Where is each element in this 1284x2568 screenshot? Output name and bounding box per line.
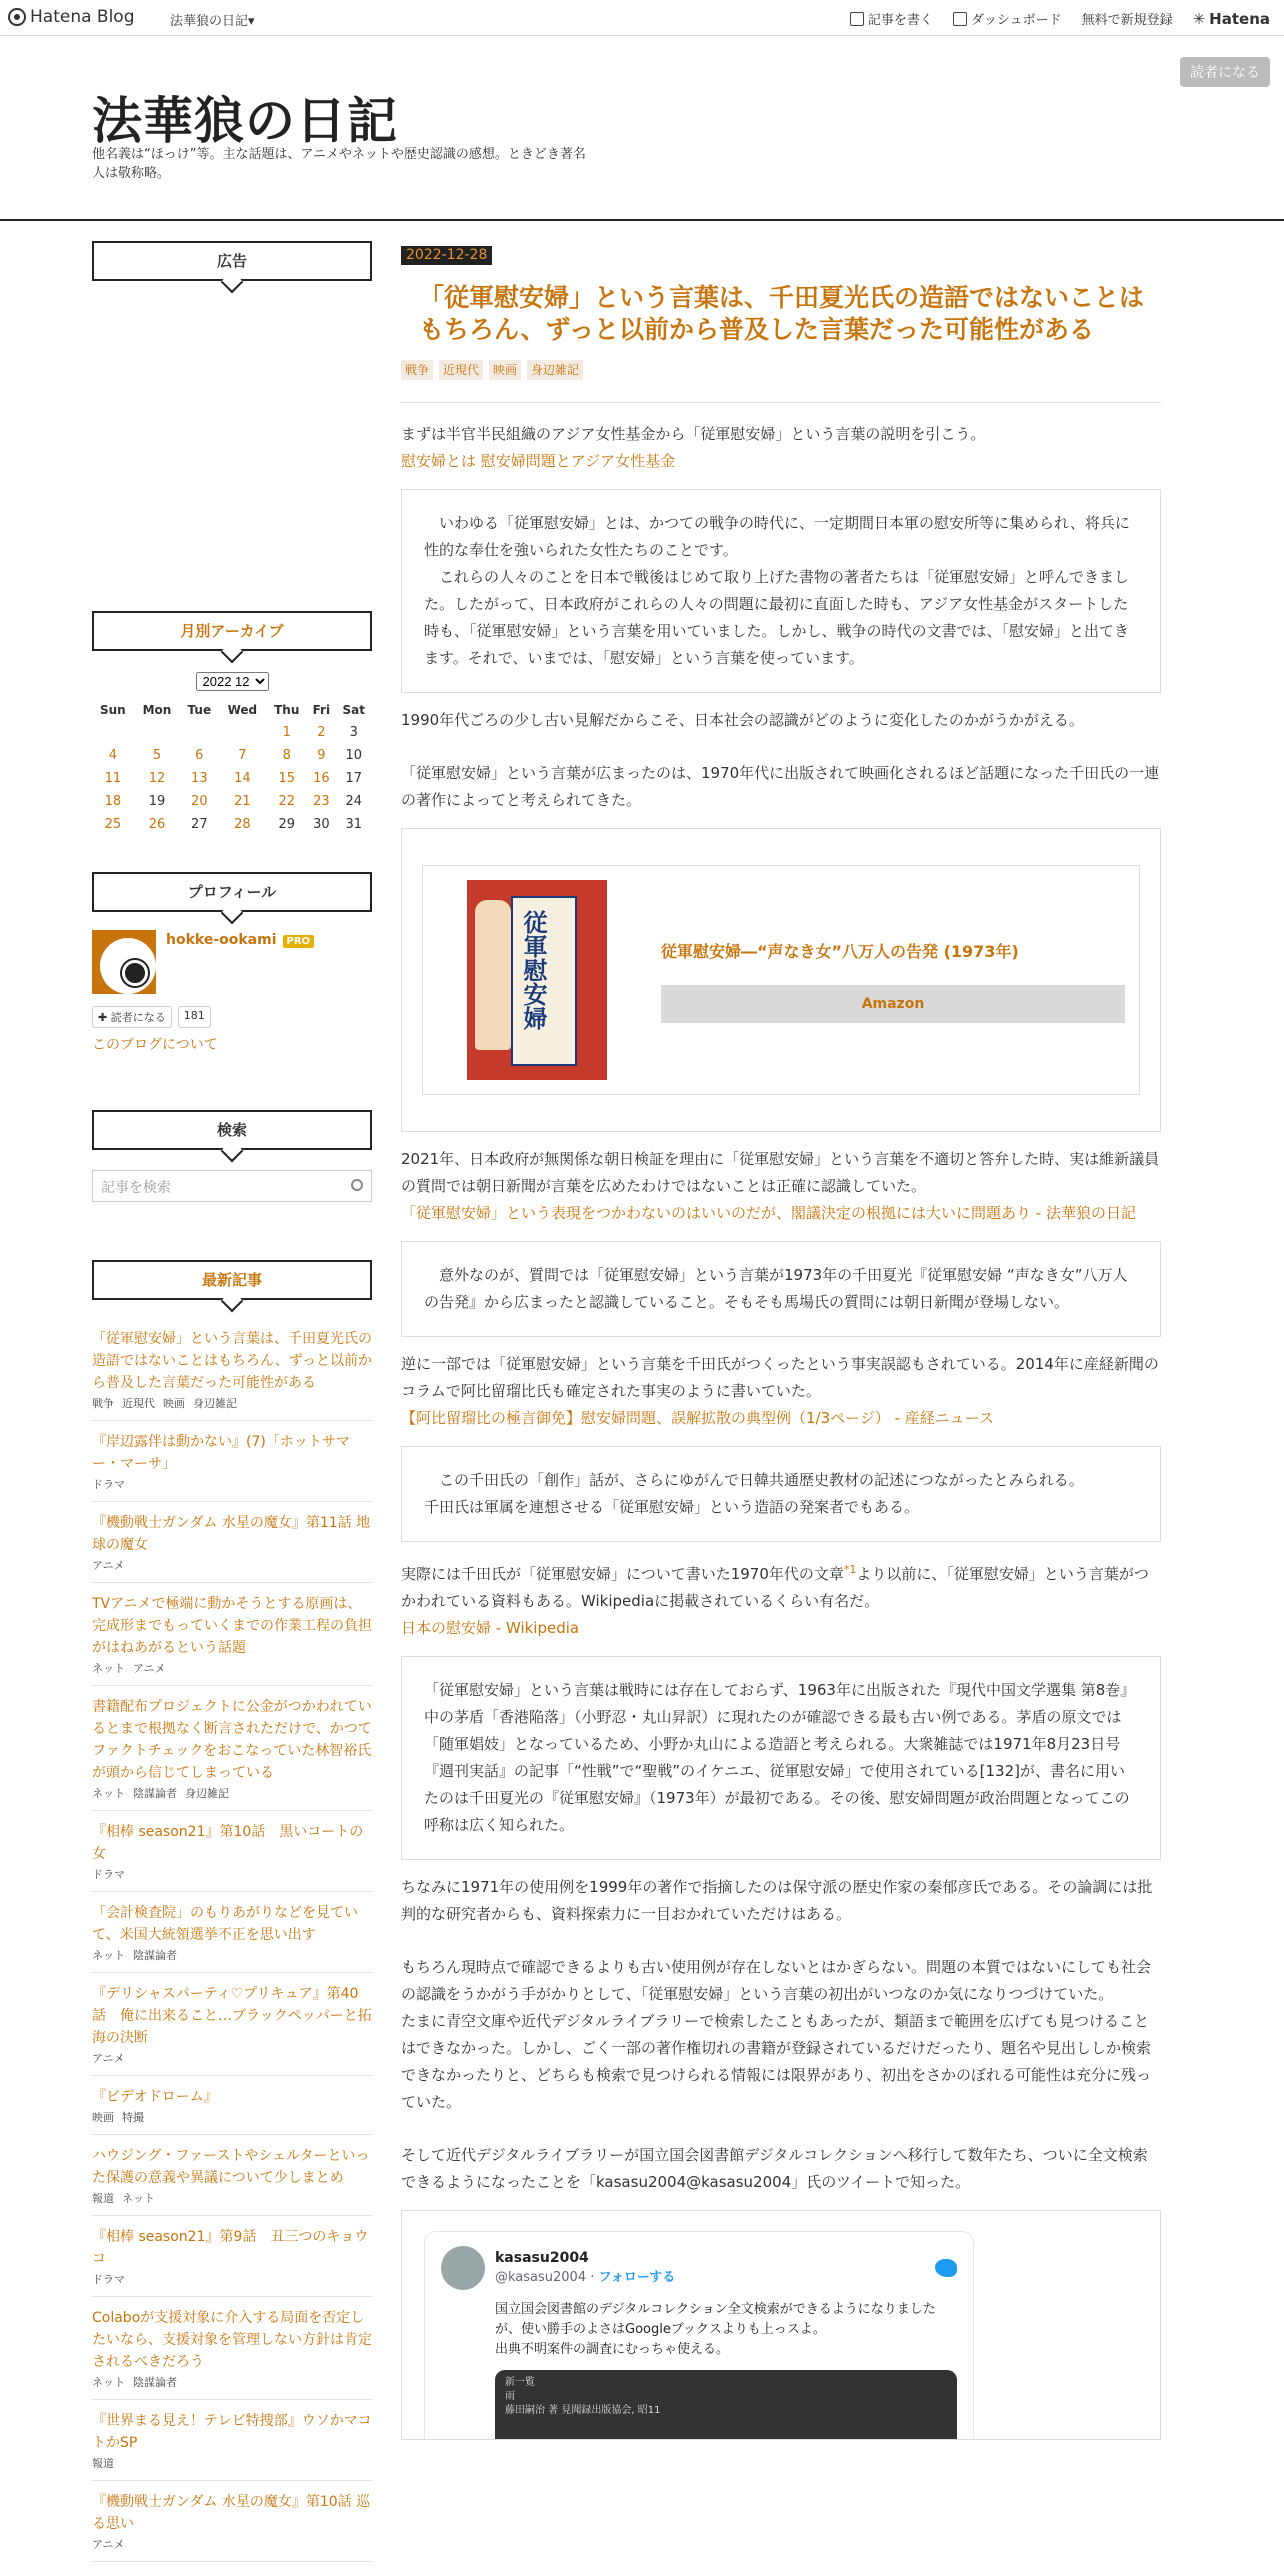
hatena-menu[interactable]: ✳ Hatena bbox=[1192, 9, 1270, 28]
paragraph: 実際には千田氏が「従軍慰安婦」について書いた1970年代の文章$^{*1}$より以前に、「従軍慰安婦」という言葉がつかわれている資料もある。Wikipediaに掲載されているくらい有名だ。 bbox=[401, 1563, 1149, 1610]
calendar-day[interactable]: 2 bbox=[317, 725, 326, 740]
footnote-link[interactable]: *1 bbox=[843, 1563, 857, 1576]
recent-entry-category[interactable]: アニメ bbox=[92, 2538, 125, 2551]
recent-entry bbox=[92, 2135, 372, 2216]
calendar-day: 30 bbox=[313, 817, 330, 832]
recent-entry-title[interactable]: 『デリシャスパーティ♡プリキュア』第40話 俺に出来ること…ブラックペッパーと拓海の決断 bbox=[92, 1986, 372, 2046]
calendar-day[interactable]: 7 bbox=[238, 748, 247, 763]
calendar-day[interactable]: 28 bbox=[234, 817, 251, 832]
recent-entry-category[interactable]: ネット bbox=[92, 2376, 125, 2389]
calendar-day[interactable]: 9 bbox=[317, 748, 326, 763]
recent-entry-category[interactable]: 陰謀論者 bbox=[133, 1787, 177, 1800]
weekday-header: Mon bbox=[142, 703, 172, 717]
write-entry-link[interactable]: 記事を書く bbox=[850, 9, 933, 28]
recent-entry bbox=[92, 1973, 372, 2076]
recent-entry-category[interactable]: ドラマ bbox=[92, 1868, 125, 1881]
archive-module-title: 月別アーカイブ bbox=[92, 611, 372, 651]
entry-title[interactable]: 「従軍慰安婦」という言葉は、千田夏光氏の造語ではないことはもちろん、ずっと以前から普及した言葉だった可能性がある bbox=[419, 283, 1145, 344]
subscribe-small-button[interactable]: ✚ 読者になる bbox=[92, 1006, 172, 1028]
recent-entry-category[interactable]: ネット bbox=[92, 1949, 125, 1962]
ad-slot bbox=[92, 281, 372, 611]
recent-entry bbox=[92, 1892, 372, 1973]
dashboard-link[interactable]: ダッシュボード bbox=[953, 9, 1062, 28]
recent-entry-title[interactable]: 『世界まる見え！テレビ特捜部』ウソかマコトかSP bbox=[92, 2413, 372, 2451]
recent-entry bbox=[92, 1421, 372, 1502]
weekday-header: Wed bbox=[227, 703, 258, 717]
recent-entries-list bbox=[92, 1318, 372, 2562]
profile-module-title: プロフィール bbox=[92, 872, 372, 912]
calendar-day bbox=[92, 721, 134, 744]
calendar-day: 10 bbox=[345, 748, 363, 763]
calendar-day[interactable]: 13 bbox=[191, 771, 208, 786]
recent-entry-category[interactable]: アニメ bbox=[92, 1559, 125, 1572]
paragraph: 1990年代ごろの少し古い見解だからこそ、日本社会の認識がどのように変化したのかがうかがえる。 bbox=[401, 711, 1084, 729]
dashboard-icon bbox=[953, 12, 967, 26]
recent-entry-category[interactable]: ドラマ bbox=[92, 2273, 125, 2286]
blog-header bbox=[0, 37, 1284, 221]
calendar-day: 27 bbox=[191, 817, 208, 832]
recent-entry-category[interactable]: 身辺雑記 bbox=[185, 1787, 229, 1800]
entry-categories bbox=[401, 360, 1161, 380]
sidebar bbox=[92, 241, 372, 2562]
tweet-embed: kasasu2004 @kasasu2004 · フォローする 国立国会図書館のデジタルコレクション全文検索ができるようになりましたが、使い勝手のよさはGoogleブックスよりも上っスよ。 出典不明案件の調査にむっちゃ使える。 新一覧 雨 藤田嗣治 著 見聞録出版協会, 昭11 bbox=[401, 2210, 1161, 2440]
recent-entry-title[interactable]: 『相棒 season21』第10話 黒いコートの女 bbox=[92, 1824, 364, 1862]
twitter-bird-icon[interactable] bbox=[935, 2259, 957, 2277]
calendar-day: 31 bbox=[345, 817, 363, 832]
about-link[interactable]: このブログについて bbox=[92, 1037, 218, 1053]
recent-entry-category[interactable]: アニメ bbox=[133, 1662, 166, 1675]
blog-switcher[interactable]: 法華狼の日記▾ bbox=[170, 14, 255, 29]
weekday-header: Fri bbox=[312, 703, 331, 717]
search-input[interactable]: 記事を検索 bbox=[92, 1170, 372, 1202]
calendar-day[interactable]: 8 bbox=[282, 748, 291, 763]
link-wikipedia[interactable]: 日本の慰安婦 - Wikipedia bbox=[401, 1619, 580, 1637]
profile bbox=[92, 930, 372, 994]
calendar-day[interactable]: 11 bbox=[104, 771, 122, 786]
recent-entry-category[interactable]: 陰謀論者 bbox=[133, 2376, 177, 2389]
paragraph: もちろん現時点で確認できるよりも古い使用例が存在しないとはかぎらない。問題の本質ではないにしても社会の認識をうかがう手がかりとして、「従軍慰安婦」という言葉の初出がいつなのか気になりつづけていた。 bbox=[401, 1958, 1152, 2003]
calendar-day: 17 bbox=[345, 771, 363, 786]
paragraph: 2021年、日本政府が無関係な朝日検証を理由に「従軍慰安婦」という言葉を不適切と答弁した時、実は維新議員の質問では朝日新聞が言葉を広めたわけではないことは正確に認識していた。 bbox=[401, 1150, 1160, 1195]
recent-entry-category[interactable]: 近現代 bbox=[122, 1397, 155, 1410]
link-sankei[interactable]: 【阿比留瑠比の極言御免】慰安婦問題、誤解拡散の典型例（1/3ページ） - 産経ニュース bbox=[401, 1409, 995, 1427]
weekday-header: Sat bbox=[342, 703, 365, 717]
recent-entry-title[interactable]: 『機動戦士ガンダム 水星の魔女』第10話 巡る思い bbox=[92, 2494, 371, 2532]
tweet-image[interactable]: 新一覧 雨 藤田嗣治 著 見聞録出版協会, 昭11 bbox=[495, 2370, 957, 2440]
entry-date[interactable]: 2022-12-28 bbox=[401, 246, 492, 265]
calendar-day[interactable]: 5 bbox=[152, 748, 162, 763]
avatar[interactable] bbox=[92, 930, 156, 994]
hatena-logo-icon bbox=[8, 8, 26, 26]
calendar-day bbox=[218, 721, 266, 744]
blockquote: 意外なのが、質問では「従軍慰安婦」という言葉が1973年の千田夏光『従軍慰安婦 “声なき女”八万人の告発』から広まったと認識していること。そもそも馬場氏の質問には朝日新聞が登場しない。 bbox=[401, 1241, 1161, 1337]
blockquote: この千田氏の「創作」話が、さらにゆがんで日韓共通歴史教材の記述につながったとみられる。 千田氏は軍属を連想させる「従軍慰安婦」という造語の発案者でもある。 bbox=[401, 1446, 1161, 1542]
blog-title[interactable]: 法華狼の日記 bbox=[92, 92, 398, 150]
recent-entry-category[interactable]: 陰謀論者 bbox=[133, 1949, 177, 1962]
recent-entry bbox=[92, 1811, 372, 1892]
calendar-day[interactable]: 25 bbox=[104, 817, 122, 832]
recent-entry bbox=[92, 1318, 372, 1421]
tweet-follow-link[interactable]: フォローする bbox=[598, 2270, 676, 2285]
recent-entry-category[interactable]: 特撮 bbox=[122, 2111, 144, 2124]
link-awf[interactable]: 慰安婦とは 慰安婦問題とアジア女性基金 bbox=[401, 452, 676, 470]
book-cover-image[interactable]: 従軍慰安婦 bbox=[467, 880, 607, 1080]
hatena-blog-logo[interactable]: Hatena Blog bbox=[8, 7, 135, 27]
calendar-day[interactable]: 4 bbox=[108, 748, 117, 763]
recent-entry-title[interactable]: 『ビデオドローム』 bbox=[92, 2089, 218, 2105]
recent-entry-category[interactable]: 戦争 bbox=[92, 1397, 114, 1410]
recent-entry-title[interactable]: 「会計検査院」のもりあがりなどを見ていて、米国大統領選挙不正を思い出す bbox=[92, 1905, 358, 1943]
calendar-day[interactable]: 6 bbox=[195, 748, 204, 763]
calendar-day[interactable]: 23 bbox=[313, 794, 330, 809]
recent-entry-title[interactable]: 書籍配布プロジェクトに公金がつかわれているとまで根拠なく断言されただけで、かつてファクトチェックをおこなっていた林智裕氏が頭から信じてしまっている bbox=[92, 1699, 372, 1781]
archive-calendar bbox=[92, 671, 372, 836]
signup-link[interactable]: 無料で新規登録 bbox=[1081, 13, 1173, 28]
recent-entry-category[interactable]: 報道 bbox=[92, 2457, 114, 2470]
tweet-display-name[interactable]: kasasu2004 bbox=[495, 2250, 589, 2266]
global-header bbox=[0, 0, 1284, 36]
recent-entry-title[interactable]: TVアニメで極端に動かそうとする原画は、完成形までもっていくまでの作業工程の負担がはねあがるという話題 bbox=[92, 1596, 372, 1656]
calendar-day: 29 bbox=[278, 817, 296, 832]
calendar-day[interactable]: 20 bbox=[191, 794, 208, 809]
calendar-day[interactable]: 16 bbox=[313, 771, 330, 786]
divider bbox=[401, 402, 1161, 403]
calendar-day bbox=[180, 721, 218, 744]
recent-entry-category[interactable]: ネット bbox=[92, 1662, 125, 1675]
entry bbox=[401, 241, 1161, 2440]
recent-entry bbox=[92, 1686, 372, 1811]
calendar-day[interactable]: 15 bbox=[278, 771, 296, 786]
search-icon[interactable] bbox=[351, 1179, 363, 1191]
weekday-header: Sun bbox=[99, 703, 126, 717]
calendar-day bbox=[134, 721, 181, 744]
category-tag[interactable]: 戦争 bbox=[401, 360, 433, 380]
recent-entry-category[interactable]: 報道 bbox=[92, 2192, 114, 2205]
amazon-button[interactable]: Amazon bbox=[661, 985, 1125, 1023]
calendar-day[interactable]: 21 bbox=[234, 794, 251, 809]
paragraph: 「従軍慰安婦」という言葉が広まったのは、1970年代に出版されて映画化されるほど話題になった千田氏の一連の著作によってと考えられてきた。 bbox=[401, 764, 1160, 809]
archive-month-select[interactable] bbox=[196, 672, 269, 691]
category-tag[interactable]: 映画 bbox=[489, 360, 521, 380]
calendar-day[interactable]: 14 bbox=[234, 771, 251, 786]
subscriber-count[interactable]: 181 bbox=[178, 1006, 211, 1028]
calendar-day[interactable]: 26 bbox=[148, 817, 166, 832]
recent-entry-category[interactable]: ネット bbox=[92, 1787, 125, 1800]
recent-entry bbox=[92, 2076, 372, 2135]
recent-entry-title[interactable]: ハウジング・ファーストやシェルターといった保護の意義や異議について少しまとめ bbox=[92, 2148, 370, 2186]
subscribe-button[interactable]: 読者になる bbox=[1180, 57, 1270, 87]
search-module-title: 検索 bbox=[92, 1110, 372, 1150]
weekday-header: Tue bbox=[187, 703, 212, 717]
blockquote: 「従軍慰安婦」という言葉は戦時には存在しておらず、1963年に出版された『現代中国文学選集 第8巻』中の茅盾「香港陥落」（小野忍・丸山昇訳）に現れたのが確認できる最も古い例である。茅盾の原文では「随軍娼妓」となっているため、小野か丸山による造語と考えられる。大衆雑誌では1971年8月23日号『週刊実話』の記事「“性戦”で“聖戦”のイケニエ、従軍慰安婦」で使用されている[132]が、書名に用いたのは千田夏光の『従軍慰安婦』（1973年）が最初である。その後、慰安婦問題が政治問題となってこの呼称は広く知られた。 bbox=[401, 1656, 1161, 1860]
paragraph: ちなみに1971年の使用例を1999年の著作で指摘したのは保守派の歴史作家の秦郁彦氏である。その論調には批判的な研究者からも、資料探索力に一目おかれていただけはある。 bbox=[401, 1878, 1153, 1923]
tweet-handle[interactable]: @kasasu2004 bbox=[495, 2270, 587, 2285]
recent-entry bbox=[92, 2400, 372, 2481]
recent-entry bbox=[92, 1583, 372, 1686]
paragraph: そして近代デジタルライブラリーが国立国会図書館デジタルコレクションへ移行して数年たち、ついに全文検索できるようになったことを「kasasu2004@kasasu2004」氏のツイートで知った。 bbox=[401, 2146, 1148, 2191]
recent-entry-category[interactable]: 身辺雑記 bbox=[193, 1397, 237, 1410]
weekday-header: Thu bbox=[274, 703, 300, 717]
recent-entry-category[interactable]: ネット bbox=[122, 2192, 155, 2205]
calendar-day: 24 bbox=[345, 794, 363, 809]
calendar-day[interactable]: 22 bbox=[278, 794, 296, 809]
link-own-blog[interactable]: 「従軍慰安婦」という表現をつかわないのはいいのだが、閣議決定の根拠には大いに問題あり - 法華狼の日記 bbox=[401, 1204, 1136, 1222]
category-tag[interactable]: 近現代 bbox=[439, 360, 483, 380]
amazon-book-title[interactable]: 従軍慰安婦―“声なき女”八万人の告発 (1973年) bbox=[661, 941, 1019, 961]
calendar-day[interactable]: 1 bbox=[282, 725, 291, 740]
tweet-avatar[interactable] bbox=[441, 2246, 485, 2290]
tweet-text: 国立国会図書館のデジタルコレクション全文検索ができるようになりましたが、使い勝手のよさはGoogleブックスよりも上っスよ。 出典不明案件の調査にむっちゃ使える。 bbox=[495, 2302, 936, 2357]
amazon-embed bbox=[401, 828, 1161, 1132]
ad-module-title: 広告 bbox=[92, 241, 372, 281]
paragraph: たまに青空文庫や近代デジタルライブラリーで検索したこともあったが、類語まで範囲を広げても見つけることはできなかった。しかし、ごく一部の著作権切れの書籍が登録されているだけだったり、題名や見出ししか検索できなかったりと、どちらも検索で見つけられる情報には限界があり、初出をさかのぼれる可能性は充分に残っていた。 bbox=[401, 2012, 1152, 2111]
blockquote: いわゆる「従軍慰安婦」とは、かつての戦争の時代に、一定期間日本軍の慰安所等に集められ、将兵に性的な奉仕を強いられた女性たちのことです。 これらの人々のことを日本で戦後はじめて取り上げた書物の著者たちは「従軍慰安婦」と呼んできました。したがって、日本政府がこれらの人々の問題に最初に直面した時も、アジア女性基金がスタートした時も、「従軍慰安婦」という言葉を用いていました。しかし、戦争の時代の文書では、「慰安婦」と出てきます。それで、いまでは、「慰安婦」という言葉を使っています。 bbox=[401, 489, 1161, 693]
recent-entry bbox=[92, 2481, 372, 2562]
recent-entry-category[interactable]: 映画 bbox=[92, 2111, 114, 2124]
profile-name[interactable]: hokke-ookami bbox=[166, 932, 277, 948]
calendar-day: 3 bbox=[349, 725, 358, 740]
recent-entry-title[interactable]: 『機動戦士ガンダム 水星の魔女』第11話 地球の魔女 bbox=[92, 1515, 371, 1553]
pencil-icon bbox=[850, 12, 864, 26]
blog-description: 他名義は“ほっけ”等。主な話題は、アニメやネットや歴史認識の感想。ときどき著名人は敬称略。 bbox=[92, 147, 586, 181]
recent-module-title: 最新記事 bbox=[92, 1260, 372, 1300]
recent-entry-title[interactable]: 『岸辺露伴は動かない』(7)「ホットサマー・マーサ」 bbox=[92, 1434, 350, 1472]
calendar-day: 19 bbox=[148, 794, 166, 809]
calendar-day[interactable]: 12 bbox=[148, 771, 166, 786]
calendar-day[interactable]: 18 bbox=[104, 794, 122, 809]
recent-entry-category[interactable]: ドラマ bbox=[92, 1478, 125, 1491]
recent-entry-title[interactable]: 『相棒 season21』第9話 丑三つのキョウコ bbox=[92, 2229, 369, 2267]
category-tag[interactable]: 身辺雑記 bbox=[527, 360, 583, 380]
pro-badge: PRO bbox=[283, 935, 315, 948]
recent-entry-category[interactable]: アニメ bbox=[92, 2052, 125, 2065]
recent-entry bbox=[92, 2216, 372, 2297]
recent-entry bbox=[92, 2297, 372, 2400]
paragraph: まずは半官半民組織のアジア女性基金から「従軍慰安婦」という言葉の説明を引こう。 bbox=[401, 425, 986, 443]
paragraph: 逆に一部では「従軍慰安婦」という言葉を千田氏がつくったという事実誤認もされている。2014年に産経新聞のコラムで阿比留瑠比氏も確定された事実のように書いていた。 bbox=[401, 1355, 1159, 1400]
recent-entry-category[interactable]: 映画 bbox=[163, 1397, 185, 1410]
recent-entry-title[interactable]: Colaboが支援対象に介入する局面を否定したいなら、支援対象を管理しない方針は肯定されるべきだろう bbox=[92, 2310, 372, 2370]
recent-entry bbox=[92, 1502, 372, 1583]
recent-entry-title[interactable]: 「従軍慰安婦」という言葉は、千田夏光氏の造語ではないことはもちろん、ずっと以前から普及した言葉だった可能性がある bbox=[92, 1331, 372, 1391]
